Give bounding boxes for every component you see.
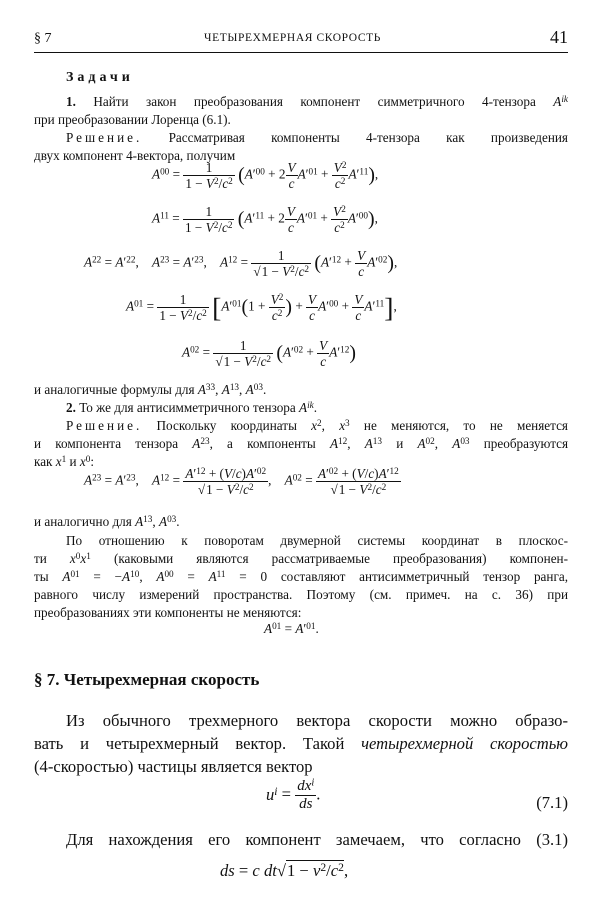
problem-2-solution-line-2: и компонента тензора $A^{23}$, а компоненты $A^{12}$, $A^{13}$ и $A^{02}$, $A^{03}$ преобразуются	[34, 435, 569, 451]
problem-1-solution-line-1	[66, 129, 568, 147]
rotation-para-line-1: По отношению к поворотам двумерной системы координат в плоскос-	[66, 533, 568, 548]
equation-7-1-label: (7.1)	[536, 793, 568, 812]
problem-2-text: То же для антисимметричного тензора	[79, 400, 296, 415]
rotation-para-line-4: равного числу измерений пространства. Поэтому (см. примеч. на с. 36) при	[34, 587, 568, 602]
equation-a01-invariant: $A^{01} = A'^{01}$.	[264, 620, 319, 636]
equation-a22-a23-a12: $A^{22} = A'^{22}$, $A^{23} = A'^{23}$, $A^{12}$ = $\frac{1}{√1 - V^2/c^2}$ ($A'^{12}$ + $\frac{V}{c}$ $A'^{02}$),	[84, 248, 398, 280]
rotation-para-line-3: ты $A^{01} = -A^{10}$, $A^{00} = A^{11} = 0$ составляют антисимметричный тензор ранга,	[34, 568, 569, 584]
equation-a02: $A^{02}$ = $\frac{1}{√1 - V^2/c^2}$ ($A'^{02}$ + $\frac{V}{c}$ $A'^{12}$)	[182, 338, 356, 370]
running-header	[34, 28, 568, 53]
problems-heading: Задачи	[66, 70, 134, 85]
section-title: § 7. Четырехмерная скорость	[34, 670, 260, 689]
equation-7-1: $u^i$ = $\frac{dx^i}{ds}$ .	[266, 777, 321, 813]
rotation-para-line-5: преобразованиях эти компоненты не меняются:	[34, 605, 302, 620]
equation-a00: $A^{00}$ = $\frac{1}{1 - V^2/c^2}$ ($A'^{00} + 2$ $\frac{V}{c}$ $A'^{01}$ + $\frac{V^2}{c^2}$ $A'^{11}$),	[152, 159, 379, 192]
equation-a01: $A^{01}$ = $\frac{1}{1 - V^2/c^2}$ [$A'^{01}(1$ + $\frac{V^2}{c^2}$ ) + $\frac{V}{c}$ $A'^{00}$ + $\frac{V}{c}$ $A'^{11}$],	[126, 291, 397, 324]
solution-label: Решение.	[66, 130, 143, 145]
problem-2-solution-line-1: Решение. Поскольку координаты $x^2$, $x^3$ не меняются, то не меняется	[66, 417, 568, 433]
problem-1-solution-text: Рассматривая компоненты 4-тензора как произведения	[168, 130, 569, 145]
problem-2-after-line: и аналогично для $A^{13}$, $A^{03}$.	[34, 513, 180, 529]
emphasis-4-velocity: четырехмерной скоростью	[361, 734, 568, 753]
problem-2-solution-line-3: как $x^1$ и $x^0$:	[34, 453, 95, 469]
page-number: 41	[550, 27, 568, 47]
section-para-line-3: (4-скоростью) частицы является вектор	[34, 757, 313, 776]
problem-1-text: Найти закон преобразования компонент симметричного 4-тензора	[93, 94, 536, 109]
problem-1-line-1: 1. Найти закон преобразования компонент симметричного 4-тензора $A^{ik}$	[66, 93, 569, 109]
equation-ds: ds = c $dt√1 - v^2/c^2$,	[220, 860, 349, 880]
section-para2-line: Для нахождения его компонент замечаем, что согласно (3.1)	[66, 830, 568, 849]
equation-antisymmetric: $A^{23} = A'^{23}$, $A^{12}$ = $\frac{A'^{12} + (V/c)A'^{02}}{√1 - V^2/c^2}$ , $A^{02}$ = $\frac{A'^{02} + (V/c)A'^{12}}{√1 - V^2/c^2}$	[84, 465, 399, 498]
problem-1-after-line: и аналогичные формулы для $A^{33}$, $A^{13}$, $A^{03}$.	[34, 381, 267, 397]
problem-1-line-2: при преобразовании Лоренца (6.1).	[34, 112, 231, 127]
problem-1-solution-line-2: двух компонент 4-вектора, получим	[34, 148, 236, 163]
problem-2-number: 2.	[66, 400, 76, 415]
rotation-para-line-2: ти $x^0x^1$ (каковыми являются рассматриваемые преобразования) компонен-	[34, 550, 569, 566]
header-title: ЧЕТЫРЕХМЕРНАЯ СКОРОСТЬ	[204, 32, 381, 44]
section-para-line-1: Из обычного трехмерного вектора скорости можно образо-	[66, 711, 568, 730]
equation-a11: $A^{11}$ = $\frac{1}{1 - V^2/c^2}$ ($A'^{11} + 2$ $\frac{V}{c}$ $A'^{01}$ + $\frac{V^2}{c^2}$ $A'^{00}$),	[152, 203, 378, 236]
problem-1-number: 1.	[66, 94, 76, 109]
header-section: § 7	[34, 31, 52, 46]
section-para-line-2: вать и четырехмерный вектор. Такой четырехмерной скоростью	[34, 734, 568, 753]
problem-2-line: 2. То же для антисимметричного тензора $A^{ik}$.	[66, 399, 318, 415]
